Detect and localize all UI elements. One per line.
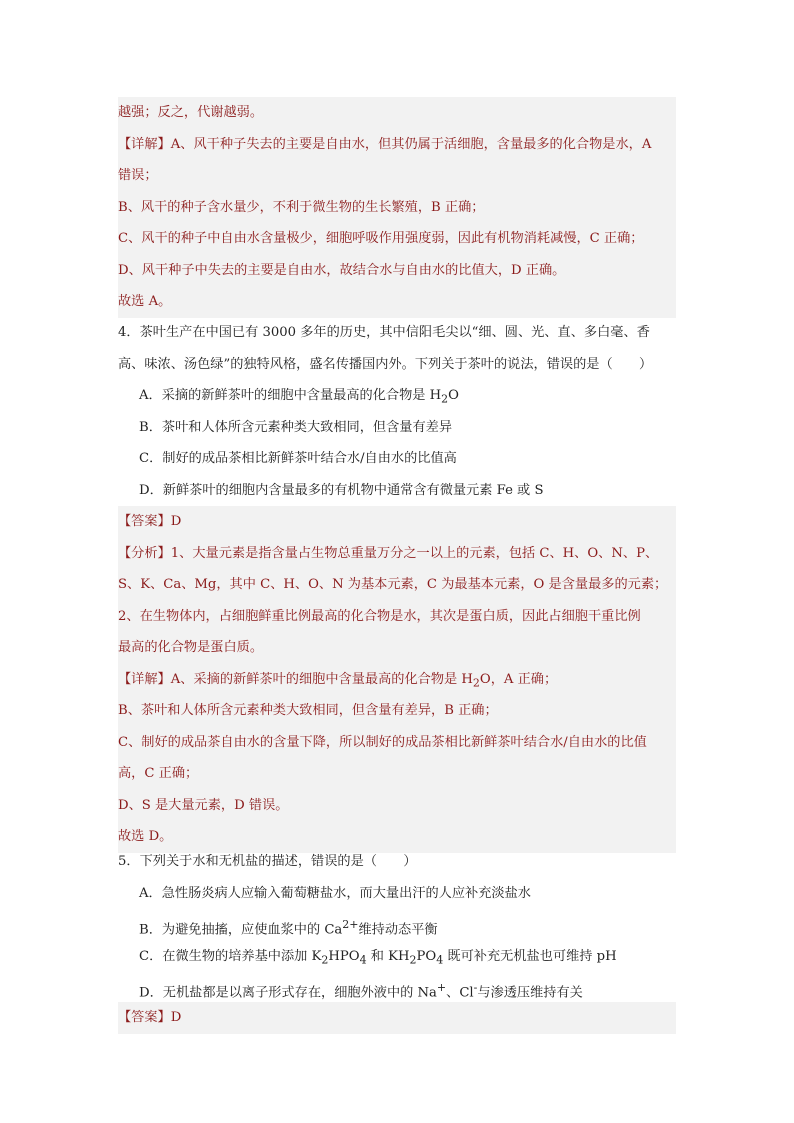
option-text: 和 KH	[366, 948, 410, 964]
option-text: 既可补充无机盐也可维持 pH	[443, 948, 617, 964]
text-line: 2、在生物体内，占细胞鲜重比例最高的化合物是水，其次是蛋白质，因此占细胞干重比例	[118, 608, 641, 624]
option-text: PO	[416, 948, 437, 964]
text-line: D、风干种子中失去的主要是自由水，故结合水与自由水的比值大，D 正确。	[118, 262, 566, 278]
question-4	[118, 317, 676, 506]
option-text: 、Cl	[446, 985, 474, 1001]
option-d	[118, 972, 676, 1004]
answer-block-q5	[118, 1002, 676, 1034]
text-line: 错误；	[118, 168, 158, 183]
option-text: A．采摘的新鲜茶叶的细胞中含量最高的化合物是 H	[139, 388, 442, 403]
detail-text: A、采摘的新鲜茶叶的细胞中含量最高的化合物是 H	[170, 671, 473, 687]
subscript: 2	[472, 676, 480, 690]
answer-line	[118, 1002, 676, 1034]
answer-tag: 【答案】	[118, 1010, 171, 1025]
option-b: B．茶叶和人体所含元素种类大致相同，但含量有差异	[139, 419, 453, 435]
analysis-text: 1、大量元素是指含量占生物总重量万分之一以上的元素，包括 C、H、O、N、P、	[170, 545, 659, 561]
detail-line	[118, 664, 676, 696]
text-line: B、茶叶和人体所含元素种类大致相同，但含量有差异，B 正确；	[118, 703, 498, 718]
option-text: C．在微生物的培养基中添加 K	[139, 948, 322, 964]
text-line: 越强；反之，代谢越弱。	[118, 105, 264, 120]
option-text: B．为避免抽搐，应使血浆中的 Ca	[139, 922, 343, 938]
text-line: D、S 是大量元素，D 错误。	[118, 797, 289, 813]
text-line: S、K、Ca、Mg，其中 C、H、O、N 为基本元素，C 为最基本元素，O 是含量最多的元素；	[118, 577, 668, 592]
text-line: B、风干的种子含水量少，不利于微生物的生长繁殖，B 正确；	[118, 199, 485, 215]
detail-tag: 【详解】	[118, 671, 171, 687]
option-c: C．制好的成品茶相比新鲜茶叶结合水/自由水的比值高	[139, 451, 457, 466]
explanation-block-q4	[118, 506, 676, 853]
analysis-line	[118, 538, 676, 570]
option-text: 维持动态平衡	[358, 922, 438, 938]
text-line: C、制好的成品茶自由水的含量下降，所以制好的成品茶相比新鲜茶叶结合水/自由水的比值	[118, 734, 647, 750]
option-text: O	[448, 388, 459, 403]
option-a: A．急性肠炎病人应输入葡萄糖盐水，而大量出汗的人应补充淡盐水	[139, 885, 531, 901]
question-stem: 5．下列关于水和无机盐的描述，错误的是（ ）	[118, 854, 417, 869]
subscript: 4	[436, 953, 444, 967]
detail-text: A、风干种子失去的主要是自由水，但其仍属于活细胞，含量最多的化合物是水，A	[170, 136, 652, 152]
option-c	[118, 941, 676, 973]
text-line: C、风干的种子中自由水含量极少，细胞呼吸作用强度弱，因此有机物消耗减慢，C 正确；	[118, 231, 644, 246]
option-text: HPO	[328, 948, 360, 964]
option-d: D．新鲜茶叶的细胞内含量最多的有机物中通常含有微量元素 Fe 或 S	[139, 482, 544, 498]
superscript: +	[436, 981, 447, 994]
subscript: 2	[441, 392, 449, 406]
subscript: 2	[321, 953, 329, 967]
detail-text: O，A 正确；	[479, 671, 558, 687]
detail-line	[118, 129, 676, 161]
question-stem: 高、味浓、汤色绿”的独特风格，盛名传播国内外。下列关于茶叶的说法，错误的是（ ）	[118, 356, 653, 372]
option-text: 与渗透压维持有关	[477, 985, 583, 1001]
superscript: -	[473, 981, 478, 994]
answer-line	[118, 506, 676, 538]
text-line: 最高的化合物是蛋白质。	[118, 640, 264, 655]
detail-tag: 【详解】	[118, 136, 171, 152]
question-5	[118, 846, 676, 1004]
superscript: 2+	[342, 918, 359, 931]
text-line: 故选 D。	[118, 829, 173, 844]
subscript: 4	[359, 953, 367, 967]
text-line: 故选 A。	[118, 294, 172, 309]
answer-tag: 【答案】	[118, 514, 171, 529]
subscript: 2	[409, 953, 417, 967]
option-a	[118, 380, 676, 412]
question-stem: 4．茶叶生产在中国已有 3000 多年的历史，其中信阳毛尖以“细、圆、光、直、多白毫、香	[118, 325, 650, 340]
text-line: 高，C 正确；	[118, 766, 199, 781]
answer-value: D	[170, 514, 182, 529]
explanation-block-q3	[118, 97, 676, 318]
option-b	[118, 909, 676, 941]
answer-value: D	[170, 1010, 182, 1025]
analysis-tag: 【分析】	[118, 545, 171, 561]
option-text: D．无机盐都是以离子形式存在，细胞外液中的 Na	[139, 985, 437, 1001]
